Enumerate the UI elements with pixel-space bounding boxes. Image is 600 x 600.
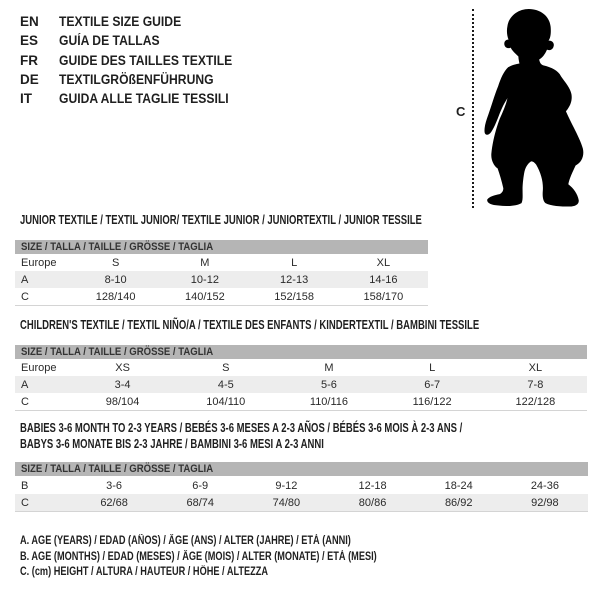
size-cell: 74/80 <box>243 494 329 511</box>
row-label: C <box>21 290 29 303</box>
language-title: TEXTILGRÖßENFÜHRUNG <box>59 72 214 88</box>
size-cell: M <box>200 256 210 269</box>
legend-note-b: B. AGE (MONTHS) / EDAD (MESES) / ÂGE (MOIS) / ALTER (MONATE) / ETÀ (MESI) <box>20 550 377 563</box>
table-row <box>15 359 587 376</box>
language-code: ES <box>20 33 39 49</box>
language-code: IT <box>20 91 32 107</box>
size-cell: 6-9 <box>192 479 209 492</box>
legend-note-a: A. AGE (YEARS) / EDAD (AÑOS) / ÂGE (ANS) / ALTER (JAHRE) / ETÀ (ANNI) <box>20 535 351 547</box>
language-row-en <box>20 12 252 31</box>
size-cell: 18-24 <box>444 479 473 492</box>
size-table-children <box>15 359 587 411</box>
size-header-band: SIZE / TALLA / TAILLE / GRÖSSE / TAGLIA <box>15 240 428 254</box>
section-title: JUNIOR TEXTILE / TEXTIL JUNIOR/ TEXTILE JUNIOR / JUNIORTEXTIL / JUNIOR TESSILE <box>20 213 422 227</box>
table-row <box>15 254 428 271</box>
language-row-de <box>20 70 252 89</box>
size-cell: 8-10 <box>71 271 160 288</box>
size-cell: 12-18 <box>358 479 387 492</box>
size-cell: 14-16 <box>339 271 428 288</box>
size-cell: 24-36 <box>530 479 559 492</box>
table-row <box>15 288 428 305</box>
size-cell: 10-12 <box>160 271 249 288</box>
language-code: EN <box>20 14 39 30</box>
size-cell: XL <box>376 256 391 269</box>
language-title: GUIDE DES TAILLES TEXTILE <box>59 52 233 68</box>
table-row <box>15 271 428 288</box>
row-label: C <box>21 395 29 408</box>
size-cell: 140/152 <box>184 290 225 303</box>
language-row-fr <box>20 51 252 70</box>
row-label: Europe <box>21 361 57 374</box>
size-cell: 104/110 <box>206 395 246 408</box>
size-header-band: SIZE / TALLA / TAILLE / GRÖSSE / TAGLIA <box>15 462 588 476</box>
size-cell: 12-13 <box>250 271 339 288</box>
size-cell: 68/74 <box>157 494 243 511</box>
size-header-band: SIZE / TALLA / TAILLE / GRÖSSE / TAGLIA <box>15 345 587 359</box>
table-row <box>15 393 587 410</box>
size-cell: 9-12 <box>275 479 298 492</box>
table-row <box>15 494 588 511</box>
size-cell: S <box>111 256 120 269</box>
language-list <box>20 12 252 108</box>
section-title: CHILDREN'S TEXTILE / TEXTIL NIÑO/A / TEXTILE DES ENFANTS / KINDERTEXTIL / BAMBINI TESSILE <box>20 318 480 332</box>
size-cell: 98/104 <box>105 395 140 408</box>
size-table-babies <box>15 477 588 512</box>
size-cell: 122/128 <box>515 395 556 408</box>
language-title: TEXTILE SIZE GUIDE <box>59 14 182 30</box>
row-label: C <box>15 494 71 511</box>
size-cell: 128/140 <box>95 290 136 303</box>
height-measure-dotted-line <box>472 9 474 208</box>
size-cell: 4-5 <box>174 376 277 393</box>
language-title: GUIDA ALLE TAGLIE TESSILI <box>59 91 229 107</box>
size-cell: 7-8 <box>484 376 587 393</box>
size-cell: M <box>324 361 334 374</box>
size-cell: S <box>222 361 230 374</box>
size-cell: 116/122 <box>412 395 452 408</box>
row-label: Europe <box>21 256 57 269</box>
size-cell: 3-6 <box>106 479 123 492</box>
size-cell: 152/158 <box>274 290 314 303</box>
language-code: FR <box>20 52 38 68</box>
size-cell: XL <box>528 361 543 374</box>
row-label: A <box>15 271 71 288</box>
size-cell: 80/86 <box>329 494 415 511</box>
section-title: BABIES 3-6 MONTH TO 2-3 YEARS / BEBÉS 3-6 MESES A 2-3 AÑOS / BÉBÉS 3-6 MOIS À 2-3 ANS / BABYS 3-6 MONATE BIS 2-3 JAHRE / BAMBINI 3-6 MESI A 2-3 ANNI <box>20 421 463 451</box>
size-cell: 110/116 <box>309 395 349 408</box>
height-measure-label: C <box>456 104 466 119</box>
table-row <box>15 376 587 393</box>
size-cell: 3-4 <box>71 376 174 393</box>
size-cell: 158/170 <box>363 290 404 303</box>
size-cell: 5-6 <box>277 376 380 393</box>
language-title: GUÍA DE TALLAS <box>59 33 160 49</box>
row-label: B <box>21 479 29 492</box>
size-cell: 62/68 <box>71 494 157 511</box>
row-label: A <box>15 376 71 393</box>
size-cell: L <box>429 361 436 374</box>
size-cell: 6-7 <box>381 376 484 393</box>
size-table-junior <box>15 254 428 306</box>
size-cell: 86/92 <box>416 494 502 511</box>
size-cell: L <box>291 256 298 269</box>
table-row <box>15 477 588 494</box>
legend-notes <box>20 534 466 581</box>
language-code: DE <box>20 72 39 88</box>
language-row-it <box>20 89 252 108</box>
size-cell: XS <box>115 361 130 374</box>
language-row-es <box>20 31 252 50</box>
toddler-silhouette-icon <box>482 7 586 210</box>
size-cell: 92/98 <box>502 494 588 511</box>
legend-note-c: C. (cm) HEIGHT / ALTURA / HAUTEUR / HÖHE / ALTEZZA <box>20 566 269 579</box>
